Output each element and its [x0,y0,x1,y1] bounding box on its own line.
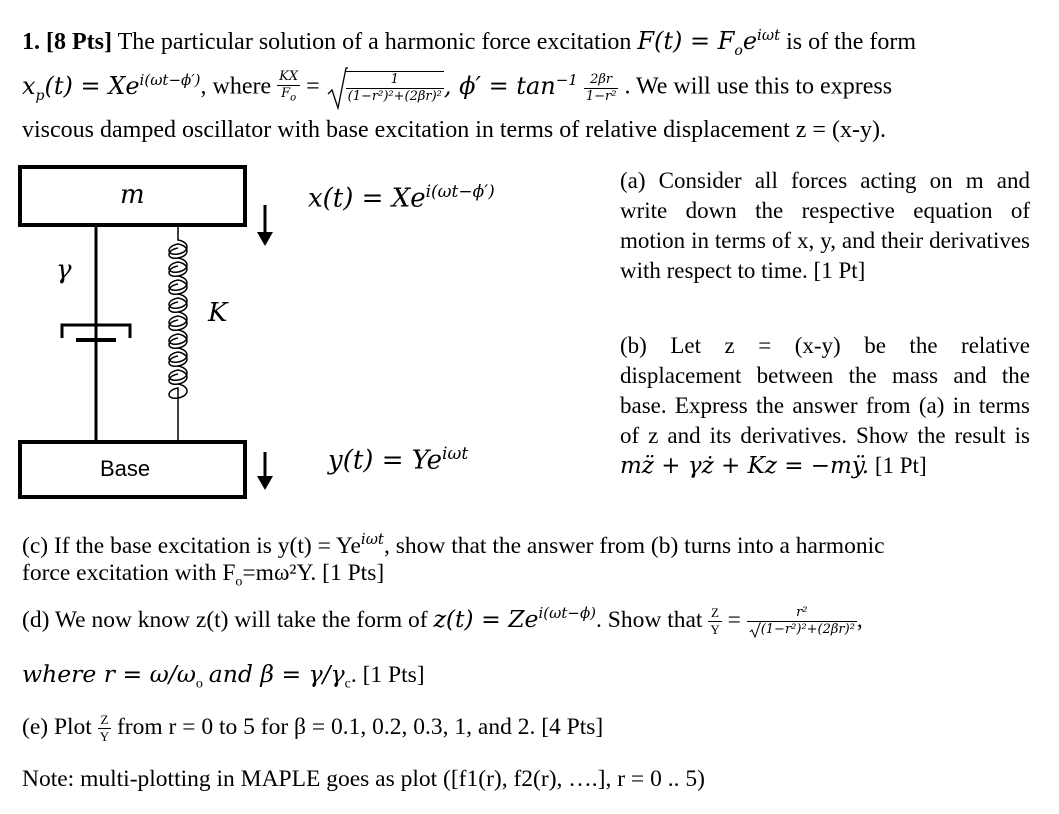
base-arrow-down-icon [257,476,273,490]
ratio-fraction: $\frac{KX}{F_o}$ [279,69,299,104]
force-expression: $F(t) = F_oe^{i\omega t}$ [637,26,781,59]
mass-label: m [120,180,145,210]
phi-expression: , $\phi' = \tan^{-1}$ [443,70,578,100]
mass-spring-damper-diagram [0,160,600,510]
problem-line-1 [22,26,916,59]
sqrt-sign-icon [326,66,348,110]
intro-text: The particular solution of a harmonic force excitation [117,29,632,55]
problem-points: [8 Pts] [46,29,112,55]
phi-fraction: $\frac{2\beta r}{\text{1−r²}}$ [585,71,617,104]
y-equation: $y(t) = Ye^{i\omega t}$ [328,444,469,476]
problem-number: 1. [22,29,40,55]
d-transmissibility-fraction: $\frac{\text{r²}}{\text{(1−r²)²+(2βr)²}}$ [747,605,857,639]
sqrt-sign-icon [749,622,761,638]
sqrt-expression: $\frac{1}{\text{(1−r²)²+(2βr)²}}$ [326,66,444,110]
base-label: Base [100,456,151,481]
part-d-line-1: (d) We now know z(t) will take the form of $z(t) = Ze^{i(\omega t-\phi)}$. Show that $\frac{Z}{Y}$ = $\frac{\text{r²}}{\text{(1−r²)²+(2βr)²}}$ , [22,604,863,638]
spring-label: K [208,298,228,328]
xp-expression: $x_p(t) = Xe^{i(\omega t-\phi')}$ [22,70,201,104]
part-b: (b) Let z = (x-y) be the relative displacement between the mass and the base. Express the answer from (a) in terms of z and its derivatives. Show the result is mz̈ + γż + Kz = −mÿ. [1 Pt] [620,333,1030,479]
part-e: (e) Plot $\frac{Z}{Y}$ from r = 0 to 5 for β = 0.1, 0.2, 0.3, 1, and 2. [4 Pts] [22,712,604,744]
damper-label: γ [56,255,72,285]
maple-note: Note: multi-plotting in MAPLE goes as plot ([f1(r), f2(r), ….], r = 0 .. 5) [22,766,705,792]
problem-line-3: viscous damped oscillator with base excitation in terms of relative displacement z = (x-y). [22,117,886,143]
part-a: (a) Consider all forces acting on m and write down the respective equation of motion in terms of x, y, and their derivatives with respect to time. [1 Pt] [620,168,1030,283]
part-c-line-2: force excitation with $F_o=m\omega^2Y$. [1 Pts] [22,560,385,590]
part-c-line-1: (c) If the base excitation is $y(t) = Ye^{i\omega t}$, show that the answer from (b) turns into a harmonic [22,530,885,559]
x-equation: $x(t) = Xe^{i(\omega t-\phi')}$ [308,182,495,214]
problem-line-2 [22,66,892,112]
d-zy-fraction: $\frac{Z}{Y}$ [710,604,720,637]
mass-arrow-down-icon [257,232,273,246]
spring-coil [169,225,187,442]
where-text: , where [200,73,272,100]
we-will-text: . We will use this to express [624,73,893,100]
equals-sign: = [306,73,320,100]
e-zy-fraction: $\frac{Z}{Y}$ [99,712,110,744]
part-d-line-2: where $r = \omega/\omega_o$ and $\beta = \gamma/\gamma_c$. [1 Pts] [22,660,425,692]
is-of-form-text: is of the form [786,29,917,55]
